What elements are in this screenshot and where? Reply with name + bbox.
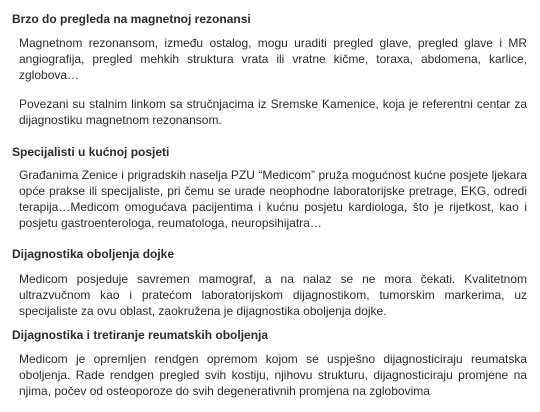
- section-heading-home-visit: Specijalisti u kućnoj posjeti: [12, 145, 170, 159]
- text-line: oboljenja. Rade rendgen pregled svih kostiju, njihovu strukturu, dijagnosticiraju promjene na: [19, 368, 527, 382]
- text-line: dijagnostiku magnetnom rezonansom.: [19, 113, 222, 127]
- text-line: Medicom je opremljen rendgen opremom kojom se uspješno dijagnosticiraju reumatska: [19, 352, 527, 366]
- text-line: opće prakse ili specijaliste, pri čemu se urade neophodne laboratorijske pretrage, EKG, odredi: [19, 184, 527, 198]
- section-heading-rheumatic-diseases: Dijagnostika i tretiranje reumatskih oboljenja: [12, 328, 269, 342]
- paragraph-mr-scope: [19, 35, 527, 83]
- paragraph-breast-diagnostics: [19, 271, 527, 319]
- paragraph-home-visit: [19, 167, 527, 231]
- text-line: posjetu gastroenterologa, reumatologa, neuropsihijatra…: [19, 216, 322, 230]
- text-line: specijaliste za ovu oblast, zaokružena je dijagnostika oboljenja dojke.: [19, 304, 387, 318]
- section-heading-breast-diagnostics: Dijagnostika oboljenja dojke: [12, 247, 175, 261]
- text-line: Građanima Zenice i prigradskih naselja PZU “Medicom” pruža mogućnost kućne posjete ljekara: [19, 168, 527, 182]
- text-line: ultrazvučnom kao i pratećom laboratorijskom dijagnostikom, tumorskim markerima, uz: [19, 288, 527, 302]
- section-heading-magnetic-resonance: Brzo do pregleda na magnetnoj rezonansi: [12, 12, 251, 26]
- paragraph-rheumatic-diseases: [19, 351, 527, 399]
- text-line: Medicom posjeduje savremen mamograf, a na nalaz se ne mora čekati. Kvalitetnom: [19, 272, 527, 286]
- text-line: njima, počev od osteoporoze do svih degenerativnih promjena na zglobovima: [19, 384, 430, 398]
- paragraph-mr-link: [19, 96, 527, 128]
- text-line: zglobova…: [19, 68, 80, 82]
- text-line: Magnetnom rezonansom, između ostalog, mogu uraditi pregled glave, pregled glave i MR: [19, 36, 527, 50]
- text-line: terapija…Medicom omogućava pacijentima i kućnu posjetu kardiologa, što je rijetkost, kao i: [19, 200, 527, 214]
- text-line: Povezani su stalnim linkom sa stručnjacima iz Sremske Kamenice, koja je referentni centar za: [19, 97, 527, 111]
- text-line: angiografija, pregled mehkih struktura vrata ili vratne kičme, toraxa, abdomena, karlice,: [19, 52, 527, 66]
